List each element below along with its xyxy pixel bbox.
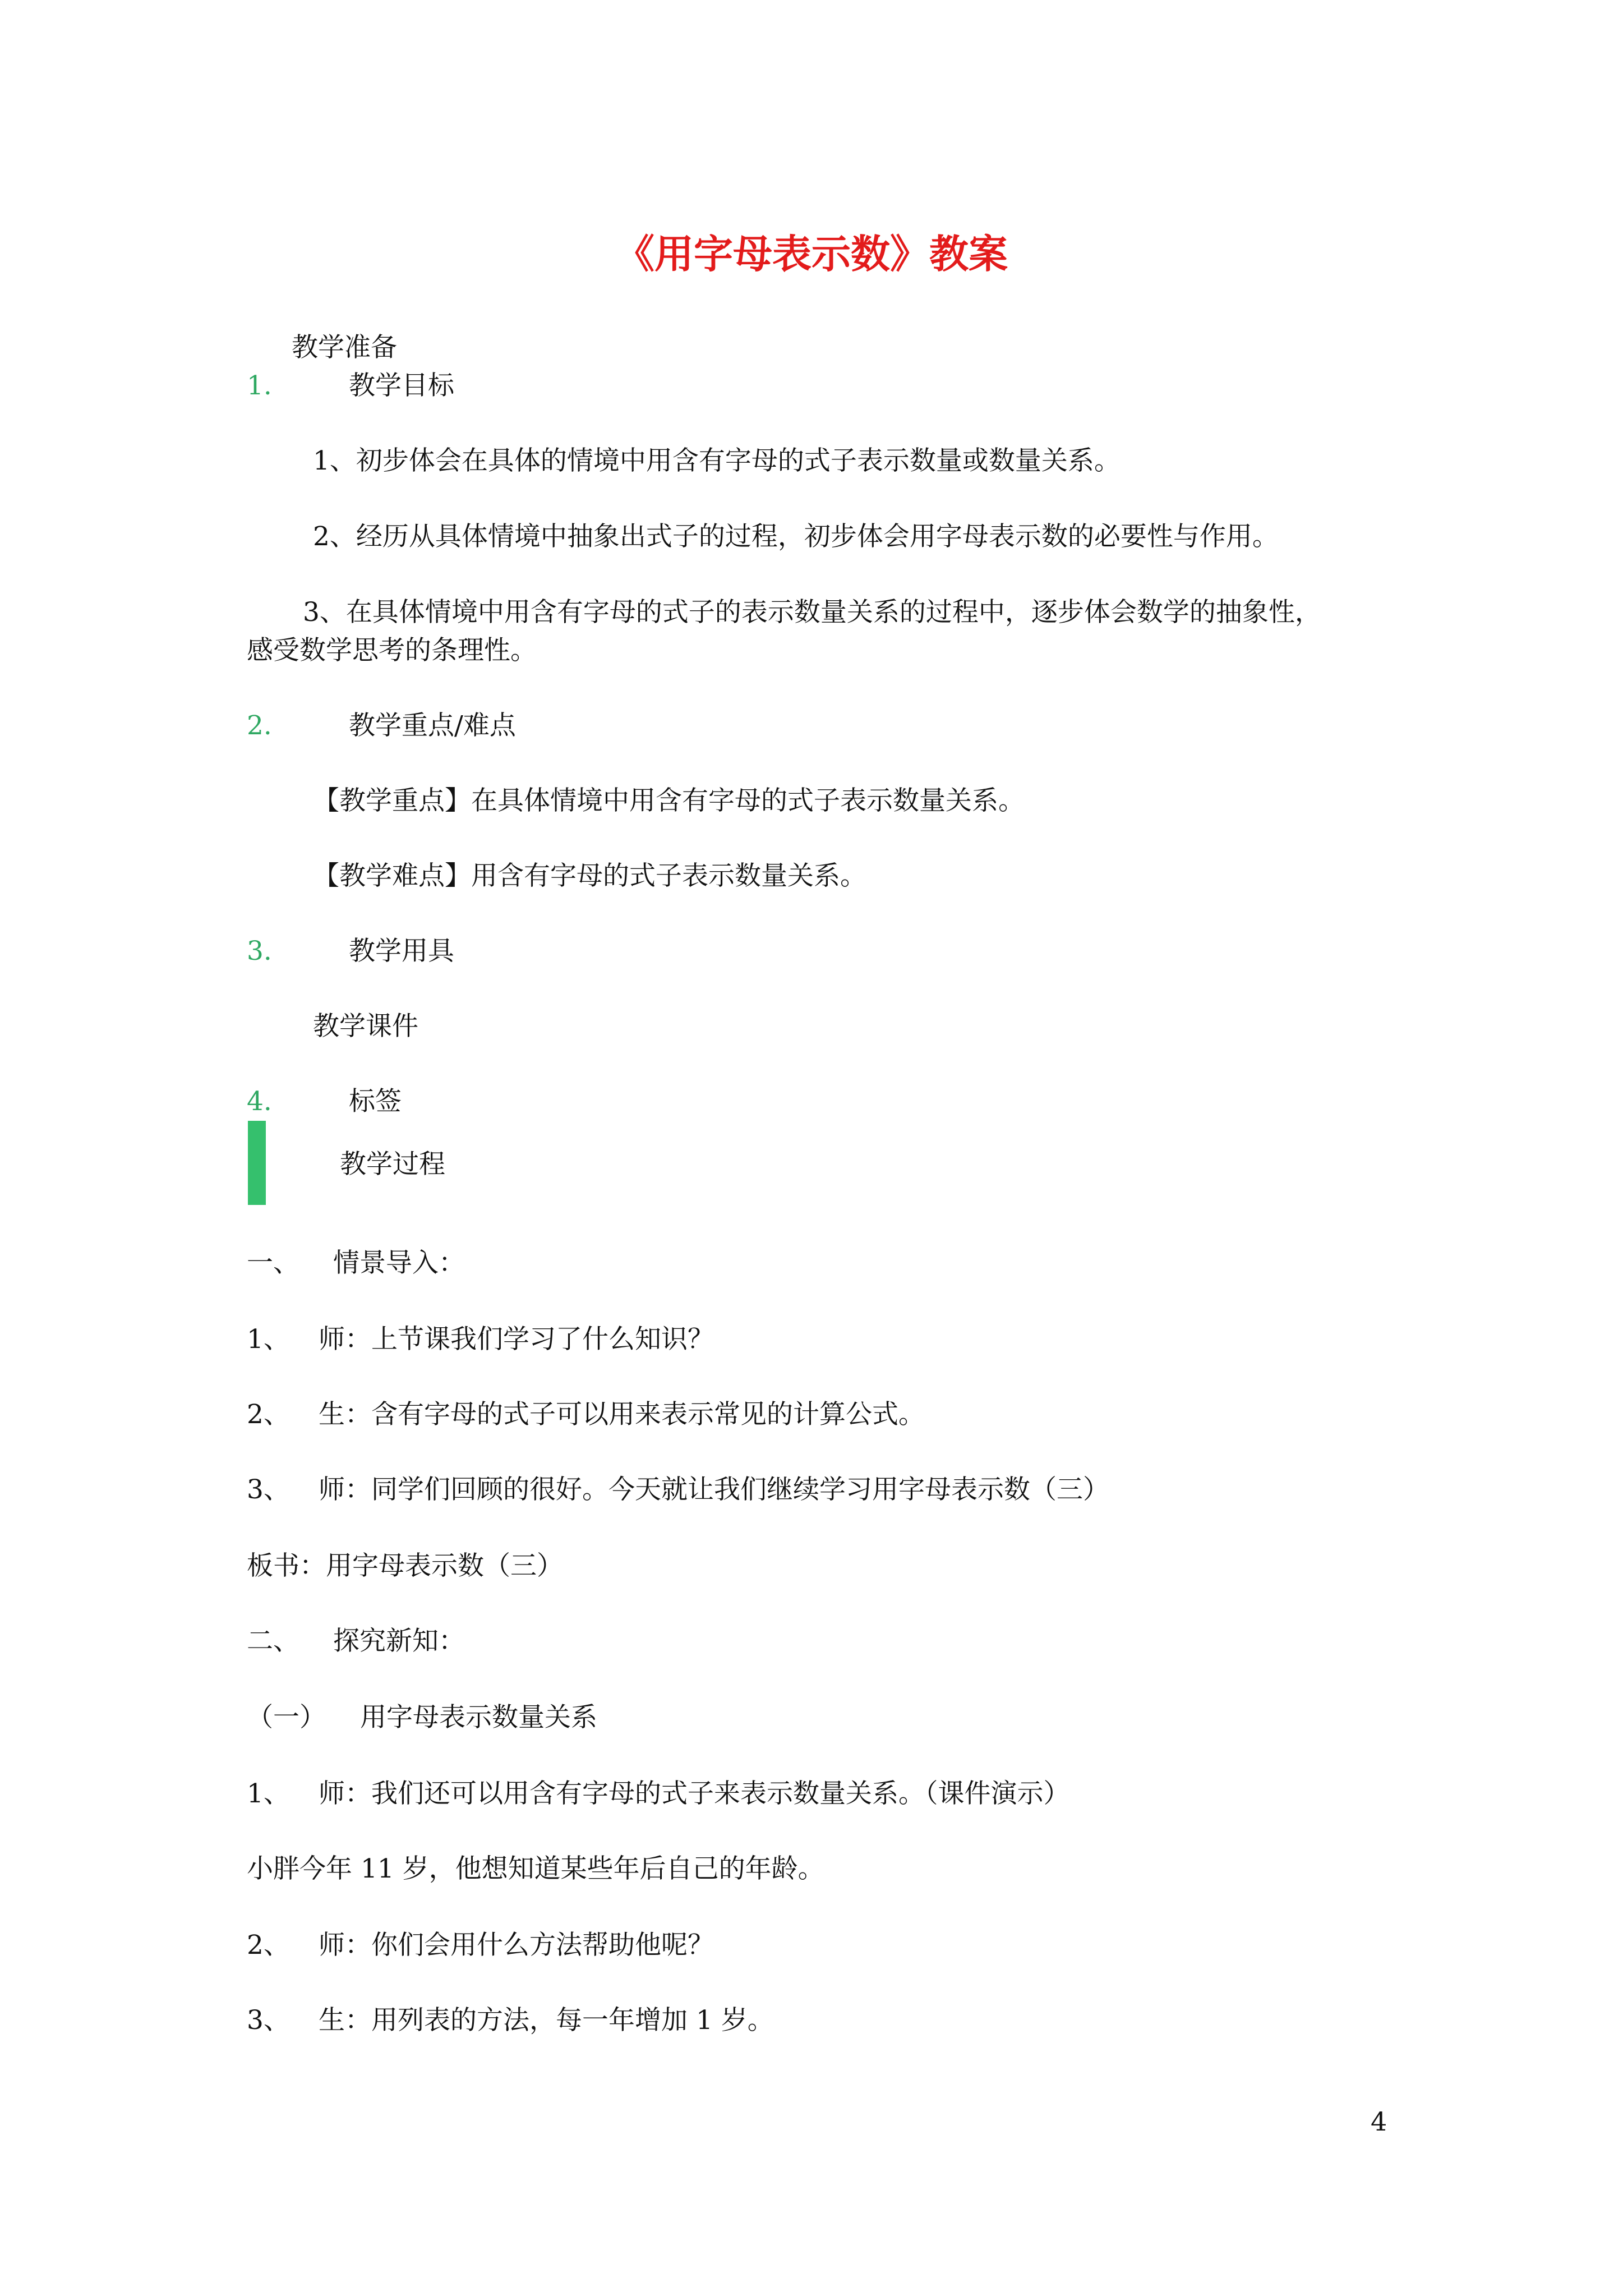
tools-text: 教学课件	[313, 1011, 418, 1042]
part-1-item-1-number: 1、	[247, 1324, 290, 1355]
goal-3-cont: 感受数学思考的条理性。	[247, 635, 537, 666]
part-2-label: 探究新知：	[333, 1626, 465, 1657]
part-1-item-3-number: 3、	[247, 1474, 290, 1505]
scenario-text: 小胖今年 11 岁，他想知道某些年后自己的年龄。	[247, 1853, 824, 1884]
page-number: 4	[1371, 2106, 1387, 2137]
part-2-item-1-number: 1、	[247, 1778, 290, 1809]
goal-2: 2、经历从具体情境中抽象出式子的过程，初步体会用字母表示数的必要性与作用。	[313, 521, 1279, 552]
section-1-number: 1.	[247, 370, 272, 401]
part-2-item-2-text: 师：你们会用什么方法帮助他呢？	[319, 1930, 714, 1961]
section-3-label: 教学用具	[349, 936, 454, 967]
part-2-item-1-text: 师：我们还可以用含有字母的式子来表示数量关系。（课件演示）	[319, 1778, 1070, 1809]
section-4-label: 标签	[349, 1086, 402, 1117]
heading-accent-bar	[248, 1121, 266, 1205]
section-4-number: 4.	[247, 1086, 272, 1117]
part-2-item-3-number: 3、	[247, 2005, 290, 2036]
goal-1: 1、初步体会在具体的情境中用含有字母的式子表示数量或数量关系。	[313, 445, 1121, 476]
key-point: 【教学重点】在具体情境中用含有字母的式子表示数量关系。	[313, 785, 1025, 816]
part-1-label: 情景导入：	[333, 1248, 465, 1278]
subsection-1-number: （一）	[247, 1702, 326, 1733]
part-1-item-2-number: 2、	[247, 1399, 290, 1430]
goal-3: 3、在具体情境中用含有字母的式子的表示数量关系的过程中，逐步体会数学的抽象性，	[303, 597, 1321, 628]
part-2-item-2-number: 2、	[247, 1930, 290, 1961]
section-2-number: 2.	[247, 710, 272, 741]
part-1-number: 一、	[247, 1248, 299, 1278]
document-title: 《用字母表示数》教案	[615, 231, 1008, 277]
subsection-1-label: 用字母表示数量关系	[360, 1702, 597, 1733]
section-3-number: 3.	[247, 936, 272, 967]
board-text: 板书：用字母表示数（三）	[247, 1550, 563, 1581]
difficult-point: 【教学难点】用含有字母的式子表示数量关系。	[313, 861, 866, 891]
section-2-label: 教学重点/难点	[349, 710, 516, 741]
part-1-item-3-text: 师：同学们回顾的很好。今天就让我们继续学习用字母表示数（三）	[319, 1474, 1109, 1505]
prep-heading: 教学准备	[292, 332, 397, 363]
section-1-label: 教学目标	[349, 370, 454, 401]
part-1-item-1-text: 师：上节课我们学习了什么知识？	[319, 1324, 714, 1355]
part-2-number: 二、	[247, 1626, 299, 1657]
part-2-item-3-text: 生：用列表的方法，每一年增加 1 岁。	[319, 2005, 774, 2036]
process-heading: 教学过程	[340, 1149, 445, 1180]
part-1-item-2-text: 生：含有字母的式子可以用来表示常见的计算公式。	[319, 1399, 925, 1430]
